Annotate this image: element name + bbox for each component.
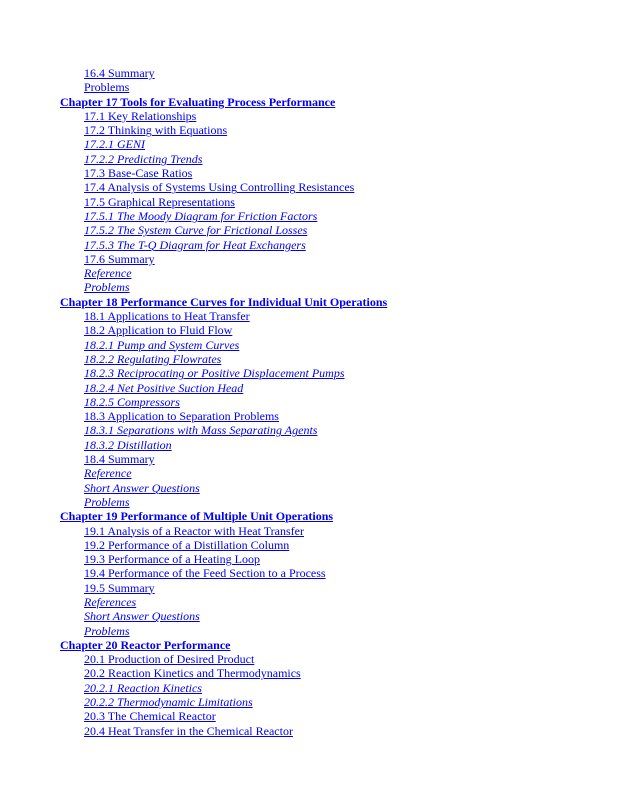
toc-section-link[interactable]: 17.5.2 The System Curve for Frictional Losses [84,223,308,238]
toc-section-link[interactable]: 18.2.4 Net Positive Suction Head [84,380,244,395]
toc-chapter-link[interactable]: Chapter 18 Performance Curves for Individual Unit Operations [60,294,388,309]
toc-section-link[interactable]: 19.2 Performance of a Distillation Column [84,537,290,552]
toc-section-link[interactable]: Problems [84,623,130,638]
toc-section-link[interactable]: Problems [84,280,130,295]
toc-section-link[interactable]: 20.2 Reaction Kinetics and Thermodynamics [84,666,301,681]
toc-section-link[interactable]: 20.1 Production of Desired Product [84,652,255,667]
toc-section-link[interactable]: 20.2.2 Thermodynamic Limitations [84,695,253,710]
toc-section-link[interactable]: 18.2.1 Pump and System Curves [84,337,240,352]
toc-section-link[interactable]: 18.2.2 Regulating Flowrates [84,351,222,366]
toc-chapter-link[interactable]: Chapter 19 Performance of Multiple Unit Operations [60,509,334,524]
toc-section-link[interactable]: 17.6 Summary [84,251,155,266]
toc-section-link[interactable]: Reference [84,466,132,481]
toc-section-link[interactable]: 18.3.2 Distillation [84,437,172,452]
toc-section-link[interactable]: 18.2.5 Compressors [84,394,180,409]
toc-section-link[interactable]: 16.4 Summary [84,66,155,80]
toc-section-link[interactable]: 19.5 Summary [84,580,155,595]
toc-section-link[interactable]: Short Answer Questions [84,609,200,624]
toc-section-link[interactable]: Problems [84,494,130,509]
toc-section-link[interactable]: 17.2 Thinking with Equations [84,123,228,138]
toc-section-link[interactable]: 18.3.1 Separations with Mass Separating Agents [84,423,318,438]
toc-chapter-link[interactable]: Chapter 20 Reactor Performance [60,637,231,652]
toc-section-link[interactable]: Problems [84,80,130,95]
toc-section-link[interactable]: 19.1 Analysis of a Reactor with Heat Transfer [84,523,304,538]
toc-section-link[interactable]: 17.5 Graphical Representations [84,194,235,209]
toc-section-link[interactable]: 18.2 Application to Fluid Flow [84,323,233,338]
toc-section-link[interactable]: Short Answer Questions [84,480,200,495]
toc-section-link[interactable]: 18.1 Applications to Heat Transfer [84,309,250,324]
toc-section-link[interactable]: 20.3 The Chemical Reactor [84,709,216,724]
toc-section-link[interactable]: 18.4 Summary [84,452,155,467]
toc-section-link[interactable]: 17.3 Base-Case Ratios [84,166,193,181]
toc-section-link[interactable]: References [84,594,137,609]
toc-chapter-link[interactable]: Chapter 17 Tools for Evaluating Process Performance [60,94,336,109]
toc-section-link[interactable]: 17.2.1 GENI [84,137,145,152]
toc-section-link[interactable]: 19.4 Performance of the Feed Section to a Process [84,566,326,581]
table-of-contents [0,66,635,738]
toc-section-link[interactable]: 18.3 Application to Separation Problems [84,409,279,424]
toc-section-link[interactable]: 17.5.3 The T-Q Diagram for Heat Exchangers [84,237,306,252]
toc-section-link[interactable]: 20.2.1 Reaction Kinetics [84,680,202,695]
toc-section-link[interactable]: 18.2.3 Reciprocating or Positive Displacement Pumps [84,366,345,381]
toc-section-link[interactable]: 19.3 Performance of a Heating Loop [84,552,260,567]
toc-section-link[interactable]: 17.2.2 Predicting Trends [84,151,203,166]
toc-section-link[interactable]: 20.4 Heat Transfer in the Chemical Reactor [84,723,293,738]
toc-section-link[interactable]: 17.4 Analysis of Systems Using Controlling Resistances [84,180,355,195]
toc-section-link[interactable]: 17.5.1 The Moody Diagram for Friction Factors [84,208,318,223]
toc-section-link[interactable]: 17.1 Key Relationships [84,108,197,123]
toc-section-link[interactable]: Reference [84,266,132,281]
